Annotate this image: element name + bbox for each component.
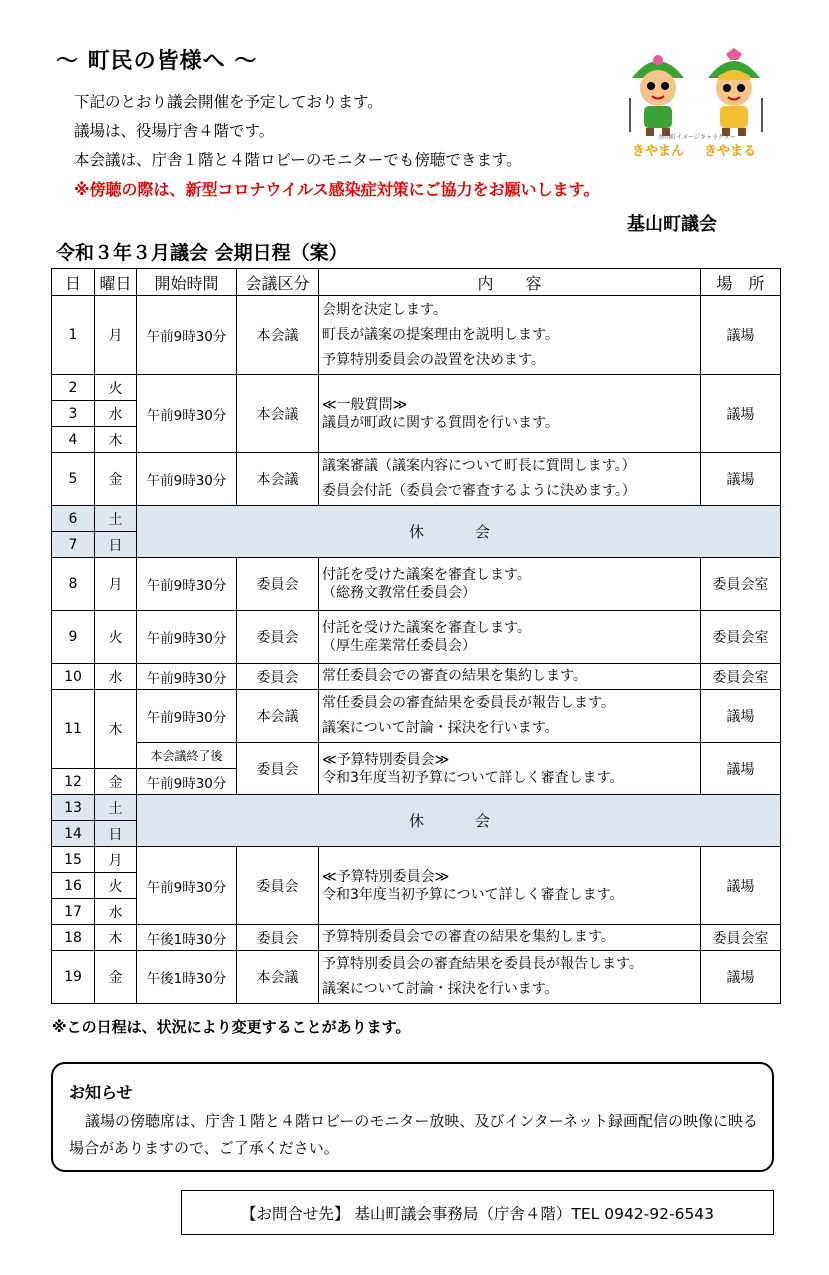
- content-line: ≪一般質問≫: [322, 396, 408, 413]
- schedule-footnote: ※この日程は、状況により変更することがあります。: [52, 1018, 411, 1036]
- cell-content: [319, 690, 701, 743]
- cell-content: [319, 375, 701, 453]
- info-box: [51, 1062, 774, 1172]
- cell-type: 本会議: [237, 453, 319, 506]
- recess-cell: 休 会: [137, 506, 781, 558]
- cell-time: 午前9時30分: [137, 611, 237, 664]
- table-row: [52, 925, 781, 951]
- cell-time: 午前9時30分: [137, 453, 237, 506]
- cell-type: 委員会: [237, 847, 319, 925]
- table-row: [52, 690, 781, 743]
- content-line: 会期を決定します。: [322, 301, 447, 318]
- intro-line: 下記のとおり議会開催を予定しております。: [74, 93, 383, 111]
- recess-cell: 休 会: [137, 795, 781, 847]
- cell-type: 本会議: [237, 296, 319, 375]
- intro-text: [74, 88, 522, 175]
- cell-time: 午前9時30分: [137, 769, 237, 795]
- cell-time: 本会議終了後: [137, 743, 237, 769]
- content-line: （総務文教常任委員会）: [322, 585, 476, 601]
- cell-type: 委員会: [237, 611, 319, 664]
- schedule-table: [51, 268, 781, 1004]
- covid-notice: ※傍聴の際は、新型コロナウイルス感染症対策にご協力をお願いします。: [74, 180, 600, 199]
- header-meeting-type: 会議区分: [237, 269, 319, 296]
- cell-weekday: 日: [95, 821, 137, 847]
- table-row: [52, 296, 781, 375]
- content-line: 予算特別委員会の審査結果を委員長が報告します。: [322, 956, 643, 972]
- content-line: 付託を受けた議案を審査します。: [322, 620, 531, 636]
- cell-place: 議場: [701, 453, 781, 506]
- mascot-name-left: きやまん: [632, 144, 685, 159]
- cell-weekday: 火: [95, 375, 137, 401]
- schedule-title: 令和３年３月議会 会期日程（案）: [56, 242, 348, 264]
- table-row: [52, 795, 781, 821]
- mascot-name-right: きやまる: [704, 144, 757, 159]
- table-row: [52, 375, 781, 401]
- content-line: ≪予算特別委員会≫: [322, 751, 450, 768]
- cell-place: 委員会室: [701, 611, 781, 664]
- content-line: 議案審議（議案内容について町長に質問します。）: [322, 458, 636, 474]
- cell-weekday: 月: [95, 558, 137, 611]
- table-row: [52, 743, 781, 769]
- cell-content: [319, 925, 701, 951]
- cell-day: 10: [52, 664, 95, 690]
- cell-day: 2: [52, 375, 95, 401]
- cell-type: 本会議: [237, 375, 319, 453]
- content-line: 令和3年度当初予算について詳しく審査します。: [322, 886, 624, 903]
- content-line: 町長が議案の提案理由を説明します。: [322, 326, 559, 343]
- mascot-caption: 基山町イメージキャラクター: [658, 134, 736, 141]
- table-row: [52, 558, 781, 611]
- cell-content: [319, 611, 701, 664]
- cell-time: 午前9時30分: [137, 558, 237, 611]
- cell-type: 委員会: [237, 925, 319, 951]
- content-line: 常任委員会の審査結果を委員長が報告します。: [322, 695, 615, 711]
- cell-weekday: 火: [95, 611, 137, 664]
- cell-weekday: 月: [95, 847, 137, 873]
- content-line: 令和3年度当初予算について詳しく審査します。: [322, 769, 624, 786]
- cell-place: 議場: [701, 743, 781, 795]
- cell-day: 4: [52, 427, 95, 453]
- cell-day: 6: [52, 506, 95, 532]
- table-row: [52, 951, 781, 1004]
- cell-day: 19: [52, 951, 95, 1004]
- header-day: 日: [52, 269, 95, 296]
- cell-place: 議場: [701, 847, 781, 925]
- cell-time: 午前9時30分: [137, 690, 237, 743]
- content-line: 常任委員会での審査の結果を集約します。: [322, 668, 587, 684]
- cell-time: 午後1時30分: [137, 925, 237, 951]
- mascot-illustration: [622, 48, 772, 160]
- cell-place: 委員会室: [701, 925, 781, 951]
- kiyaman-mascot-icon: [622, 48, 694, 138]
- table-row: [52, 847, 781, 873]
- cell-time: 午後1時30分: [137, 951, 237, 1004]
- cell-place: 議場: [701, 375, 781, 453]
- table-row: [52, 453, 781, 506]
- cell-place: 委員会室: [701, 664, 781, 690]
- cell-weekday: 水: [95, 401, 137, 427]
- cell-weekday: 金: [95, 769, 137, 795]
- cell-content: [319, 296, 701, 375]
- cell-time: 午前9時30分: [137, 664, 237, 690]
- contact-box: 【お問合せ先】 基山町議会事務局（庁舎４階）TEL 0942-92-6543: [181, 1190, 774, 1235]
- cell-content: [319, 664, 701, 690]
- cell-day: 18: [52, 925, 95, 951]
- intro-line: 本会議は、庁舎１階と４階ロビーのモニターでも傍聴できます。: [74, 151, 522, 169]
- cell-place: 議場: [701, 690, 781, 743]
- cell-day: 1: [52, 296, 95, 375]
- cell-day: 5: [52, 453, 95, 506]
- cell-type: 委員会: [237, 558, 319, 611]
- info-title: お知らせ: [69, 1083, 133, 1102]
- cell-weekday: 水: [95, 664, 137, 690]
- cell-weekday: 木: [95, 427, 137, 453]
- cell-content: [319, 743, 701, 795]
- cell-day: 13: [52, 795, 95, 821]
- cell-weekday: 金: [95, 453, 137, 506]
- header-start-time: 開始時間: [137, 269, 237, 296]
- content-line: 予算特別委員会の設置を決めます。: [322, 351, 545, 368]
- content-line: 議案について討論・採決を行います。: [322, 720, 559, 736]
- cell-content: [319, 558, 701, 611]
- content-line: 議員が町政に関する質問を行います。: [322, 414, 559, 431]
- cell-time: 午前9時30分: [137, 375, 237, 453]
- cell-content: [319, 453, 701, 506]
- organization-name: 基山町議会: [627, 214, 717, 235]
- content-line: 付託を受けた議案を審査します。: [322, 567, 531, 583]
- cell-day: 17: [52, 899, 95, 925]
- table-row: [52, 664, 781, 690]
- cell-weekday: 日: [95, 532, 137, 558]
- cell-day: 11: [52, 690, 95, 769]
- header-place: 場 所: [701, 269, 781, 296]
- content-line: 予算特別委員会での審査の結果を集約します。: [322, 929, 615, 945]
- cell-type: 本会議: [237, 951, 319, 1004]
- cell-type: 委員会: [237, 743, 319, 795]
- cell-day: 16: [52, 873, 95, 899]
- cell-day: 15: [52, 847, 95, 873]
- cell-day: 7: [52, 532, 95, 558]
- cell-time: 午前9時30分: [137, 847, 237, 925]
- cell-content: [319, 951, 701, 1004]
- cell-day: 3: [52, 401, 95, 427]
- cell-day: 12: [52, 769, 95, 795]
- cell-type: 委員会: [237, 664, 319, 690]
- content-line: 議案について討論・採決を行います。: [322, 981, 559, 997]
- cell-weekday: 火: [95, 873, 137, 899]
- page-heading: ～ 町民の皆様へ ～: [56, 49, 258, 74]
- content-line: （厚生産業常任委員会）: [322, 638, 476, 654]
- cell-content: [319, 847, 701, 925]
- table-row: [52, 506, 781, 532]
- header-content: 内 容: [319, 269, 701, 296]
- cell-time: 午前9時30分: [137, 296, 237, 375]
- cell-place: 委員会室: [701, 558, 781, 611]
- cell-weekday: 金: [95, 951, 137, 1004]
- cell-type: 本会議: [237, 690, 319, 743]
- content-line: 委員会付託（委員会で審査するように決めます。）: [322, 483, 636, 499]
- cell-day: 8: [52, 558, 95, 611]
- info-body: 議場の傍聴席は、庁舎１階と４階ロビーのモニター放映、及びインターネット録画配信の映像に映る場合がありますので、ご了承ください。: [69, 1112, 759, 1157]
- cell-day: 14: [52, 821, 95, 847]
- cell-weekday: 水: [95, 899, 137, 925]
- cell-day: 9: [52, 611, 95, 664]
- cell-place: 議場: [701, 951, 781, 1004]
- cell-place: 議場: [701, 296, 781, 375]
- table-header-row: [52, 269, 781, 296]
- cell-weekday: 土: [95, 795, 137, 821]
- cell-weekday: 土: [95, 506, 137, 532]
- cell-weekday: 木: [95, 690, 137, 769]
- cell-weekday: 月: [95, 296, 137, 375]
- intro-line: 議場は、役場庁舎４階です。: [74, 122, 275, 140]
- header-weekday: 曜日: [95, 269, 137, 296]
- cell-weekday: 木: [95, 925, 137, 951]
- content-line: ≪予算特別委員会≫: [322, 868, 450, 885]
- table-row: [52, 611, 781, 664]
- kiyamaru-mascot-icon: [698, 48, 770, 138]
